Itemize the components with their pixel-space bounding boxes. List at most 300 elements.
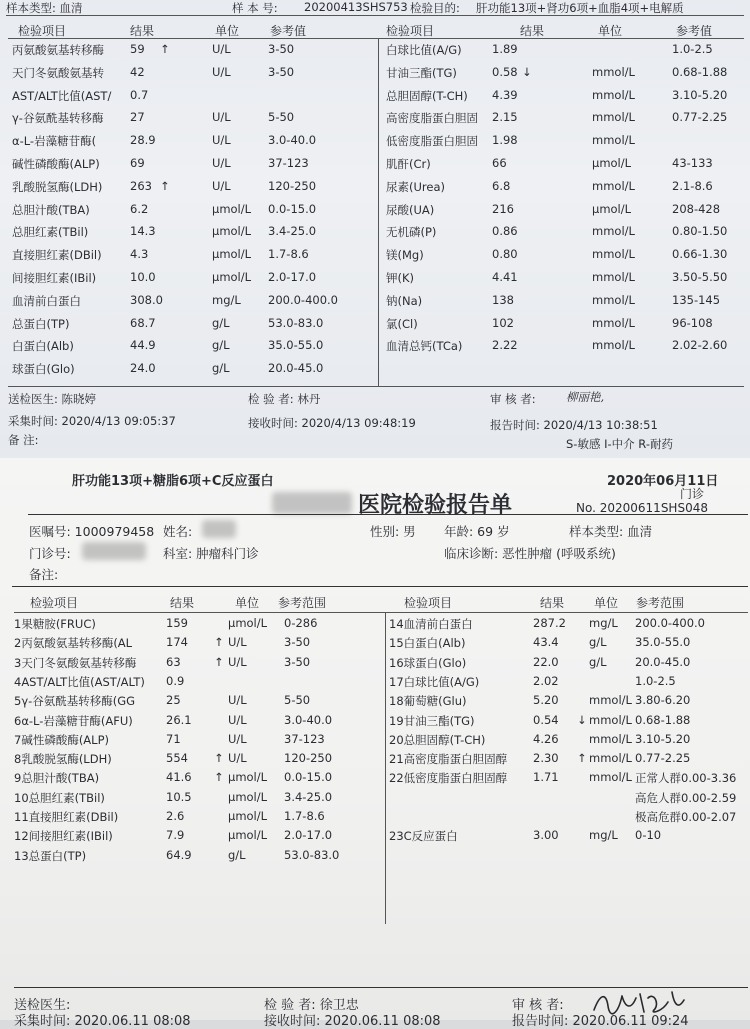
test-name: 无机磷(P): [386, 225, 437, 240]
col-item-left: 检验项目: [18, 24, 67, 38]
test-name: 1果糖胺(FRUC): [14, 617, 96, 631]
tester: 检 验 者: 徐卫忠: [264, 998, 359, 1013]
result-row: [12, 42, 378, 64]
clinical-diagnosis: 临床诊断: 恶性肿瘤 (呼吸系统): [444, 546, 616, 561]
test-unit: g/L: [212, 315, 230, 330]
column-divider: [378, 38, 379, 386]
result-row: [12, 361, 378, 383]
result-row: [386, 338, 746, 360]
result-row: [12, 247, 378, 269]
test-name: 钠(Na): [386, 293, 423, 308]
sender: 送检医生: 陈晓婷: [8, 392, 97, 406]
tester: 检 验 者: 林丹: [248, 392, 321, 406]
visit-type: 门诊: [680, 487, 705, 501]
reference-range: 20.0-45.0: [635, 654, 691, 669]
test-name: 白蛋白(Alb): [12, 339, 74, 354]
test-unit: mmol/L: [589, 751, 632, 766]
result-row: [389, 770, 747, 788]
col-item-right: 检验项目: [404, 596, 453, 610]
receive-time: 接收时间: 2020.06.11 08:08: [264, 1014, 441, 1029]
column-divider: [385, 612, 386, 924]
test-result: 71: [166, 731, 181, 746]
test-name: AST/ALT比值(AST/: [12, 88, 112, 103]
test-name: 尿素(Urea): [386, 179, 445, 194]
test-name: 22低密度脂蛋白胆固醇: [389, 771, 508, 786]
result-row: [14, 809, 384, 827]
report-time: 报告时间: 2020.06.11 09:24: [512, 1014, 689, 1029]
reference-range: 43-133: [672, 156, 713, 170]
col-result-left: 结果: [130, 24, 155, 38]
test-unit: g/L: [589, 654, 607, 669]
test-unit: mmol/L: [592, 247, 635, 262]
reference-range: 120-250: [268, 178, 317, 193]
test-name: 2丙氨酸氨基转移酶(AL: [14, 636, 133, 651]
test-unit: μmol/L: [592, 156, 632, 170]
reference-range: 53.0-83.0: [284, 847, 340, 862]
test-name: 12间接胆红素(IBil): [14, 829, 113, 844]
sample-no-label: 样 本 号:: [232, 1, 278, 15]
test-name: 19甘油三酯(TG): [389, 713, 475, 728]
result-row: [386, 179, 746, 201]
test-name: γ-谷氨酰基转移酶: [12, 111, 104, 126]
result-row: [12, 88, 378, 110]
test-unit: mmol/L: [592, 87, 635, 102]
abnormal-flag: ↑: [214, 770, 224, 785]
result-row: [389, 809, 747, 827]
test-unit: U/L: [212, 110, 231, 125]
result-row: [386, 65, 746, 87]
test-name: 乳酸脱氢酶(LDH): [12, 179, 103, 194]
reference-range: 0.68-1.88: [635, 712, 691, 727]
test-unit: μmol/L: [212, 270, 252, 284]
test-result: 308.0: [130, 292, 163, 307]
test-result: 138: [492, 292, 514, 307]
test-name: 丙氨酸氨基转移酶: [12, 43, 104, 57]
test-unit: U/L: [212, 156, 231, 170]
test-name: 总胆固醇(T-CH): [386, 88, 468, 103]
result-row: [389, 674, 747, 692]
result-row: [14, 713, 384, 731]
reference-range: 3-50: [268, 64, 295, 79]
test-result: 0.9: [166, 673, 185, 688]
test-unit: mmol/L: [592, 338, 635, 353]
test-name: 15白蛋白(Alb): [389, 636, 466, 651]
test-result: 0.86: [492, 224, 518, 239]
test-unit: U/L: [212, 178, 231, 193]
col-ref-left: 参考值: [270, 24, 307, 38]
reference-range: 3.10-5.20: [635, 731, 691, 746]
test-name: 9总胆汁酸(TBA): [14, 771, 100, 786]
result-row: [12, 202, 378, 224]
report-number: No. 20200611SHS048: [576, 501, 708, 515]
test-result: 174: [166, 635, 188, 650]
test-result: 159: [166, 616, 188, 630]
col-ref-right: 参考范围: [636, 596, 685, 610]
redacted-hospital-name: [272, 492, 352, 514]
notes: 备注:: [29, 567, 59, 582]
order-number: 医嘱号: 1000979458: [29, 524, 155, 539]
reference-range: 0.80-1.50: [672, 224, 728, 239]
result-row: [386, 247, 746, 269]
sender: 送检医生:: [14, 998, 71, 1013]
test-result: 1.89: [492, 42, 518, 56]
reference-range: 2.0-17.0: [268, 270, 317, 284]
test-result: 3.00: [533, 828, 559, 843]
test-name: 11直接胆红素(DBil): [14, 810, 119, 824]
patient-name-label: 姓名:: [163, 524, 193, 539]
reference-range: 96-108: [672, 315, 713, 330]
test-unit: U/L: [212, 64, 231, 79]
test-result: 1.71: [533, 770, 559, 785]
test-result: 0.58: [492, 64, 518, 79]
col-item-left: 检验项目: [30, 596, 79, 610]
result-row: [389, 790, 747, 808]
result-row: [389, 732, 747, 750]
collect-time: 采集时间: 2020/4/13 09:05:37: [8, 414, 176, 428]
col-result-right: 结果: [540, 596, 565, 610]
test-result: 2.02: [533, 673, 559, 688]
test-unit: mmol/L: [592, 270, 635, 284]
test-unit: mmol/L: [589, 712, 632, 727]
abnormal-flag: ↑: [214, 654, 224, 669]
test-result: 43.4: [533, 635, 559, 650]
result-row: [14, 828, 384, 846]
test-name: 16球蛋白(Glo): [389, 655, 467, 670]
col-unit-right: 单位: [598, 24, 623, 38]
reference-range: 37-123: [284, 731, 325, 746]
test-result: 554: [166, 751, 188, 766]
age: 年龄: 69 岁: [444, 524, 510, 539]
test-name: 13总蛋白(TP): [14, 848, 87, 863]
result-row: [386, 133, 746, 155]
test-name: 总胆红素(TBil): [12, 225, 89, 240]
reference-range: 0.77-2.25: [672, 110, 728, 125]
reference-range: 0.77-2.25: [635, 751, 691, 766]
test-result: 0.54: [533, 712, 559, 727]
test-result: 10.0: [130, 270, 156, 284]
reference-range: 正常人群0.00-3.36: [635, 771, 737, 786]
test-unit: μmol/L: [228, 616, 268, 630]
outpatient-number-label: 门诊号:: [29, 546, 71, 561]
test-unit: U/L: [228, 635, 247, 650]
test-unit: U/L: [228, 693, 247, 708]
test-unit: g/L: [212, 338, 230, 353]
result-row: [12, 133, 378, 155]
test-unit: μmol/L: [228, 828, 268, 843]
result-row: [12, 316, 378, 338]
test-result: 41.6: [166, 770, 192, 785]
reference-range: 2.02-2.60: [672, 338, 728, 353]
divider: [12, 586, 748, 587]
sample-no: 20200413SHS753: [304, 0, 408, 14]
result-row: [12, 270, 378, 292]
test-name: 钾(K): [386, 271, 415, 285]
result-row: [386, 156, 746, 178]
result-row: [389, 713, 747, 731]
test-unit: μmol/L: [228, 809, 268, 823]
test-unit: mg/L: [212, 292, 241, 307]
test-result: 4.41: [492, 270, 518, 284]
divider: [6, 15, 744, 16]
reference-range: 1.0-2.5: [635, 673, 676, 688]
test-name: 高密度脂蛋白胆固: [386, 111, 478, 126]
reference-range: 1.7-8.6: [284, 809, 325, 823]
result-row: [389, 635, 747, 653]
result-row: [389, 751, 747, 769]
result-row: [12, 65, 378, 87]
col-unit-left: 单位: [235, 596, 260, 610]
test-result: 69: [130, 156, 145, 170]
test-result: 1.98: [492, 133, 518, 148]
test-result: 2.22: [492, 338, 518, 353]
reference-range: 极高危群0.00-2.07: [635, 810, 737, 824]
test-result: 68.7: [130, 315, 156, 330]
test-unit: U/L: [228, 751, 247, 766]
test-unit: mmol/L: [592, 315, 635, 330]
col-result-left: 结果: [170, 596, 195, 610]
result-row: [12, 293, 378, 315]
test-name: 21高密度脂蛋白胆固醇: [389, 752, 508, 767]
test-name: 7碱性磷酸酶(ALP): [14, 732, 109, 747]
reference-range: 200.0-400.0: [268, 292, 338, 307]
test-unit: μmol/L: [592, 201, 632, 216]
test-name: 3天门冬氨酸氨基转移酶: [14, 655, 137, 670]
test-name: 总蛋白(TP): [12, 316, 70, 331]
reference-range: 3.80-6.20: [635, 693, 691, 708]
test-unit: mmol/L: [592, 292, 635, 307]
result-row: [386, 202, 746, 224]
test-unit: mmol/L: [592, 178, 635, 193]
redacted-outpatient-number: [82, 542, 146, 560]
test-name: 17白球比值(A/G): [389, 674, 480, 689]
reference-range: 0.68-1.88: [672, 64, 728, 79]
sample-type: 样本类型: 血清: [6, 1, 83, 15]
result-row: [386, 224, 746, 246]
test-result: 2.15: [492, 110, 518, 125]
test-result: 2.6: [166, 809, 185, 823]
test-name: 23C反应蛋白: [389, 829, 458, 844]
reference-range: 37-123: [268, 156, 309, 170]
abnormal-flag: ↑: [214, 751, 224, 766]
test-result: 28.9: [130, 133, 156, 148]
result-row: [12, 179, 378, 201]
test-result: 27: [130, 110, 145, 125]
purpose: 肝功能13项+肾功6项+血脂4项+电解质: [476, 1, 684, 15]
result-row: [389, 828, 747, 846]
test-result: 6.2: [130, 201, 149, 216]
test-unit: μmol/L: [228, 770, 268, 785]
test-unit: μmol/L: [212, 224, 252, 239]
reference-range: 5-50: [268, 110, 295, 125]
test-result: 0.80: [492, 247, 518, 262]
report-date: 2020年06月11日: [607, 474, 719, 489]
test-unit: g/L: [212, 361, 230, 376]
abnormal-flag: ↓: [577, 712, 587, 727]
test-result: 4.3: [130, 247, 149, 262]
col-unit-right: 单位: [594, 596, 619, 610]
reference-range: 2.1-8.6: [672, 178, 713, 193]
result-row: [389, 693, 747, 711]
col-result-right: 结果: [520, 24, 545, 38]
result-row: [14, 655, 384, 673]
test-name: 直接胆红素(DBil): [12, 248, 102, 263]
test-result: 42: [130, 64, 145, 79]
test-unit: mmol/L: [589, 731, 632, 746]
result-row: [14, 616, 384, 634]
reference-range: 0-10: [635, 828, 662, 843]
test-name: 18葡萄糖(Glu): [389, 694, 467, 709]
test-unit: μmol/L: [228, 789, 268, 804]
test-result: 216: [492, 201, 514, 216]
test-name: 间接胆红素(IBil): [12, 271, 97, 285]
result-row: [386, 270, 746, 292]
result-row: [14, 770, 384, 788]
lab-report-sheet-2: [0, 458, 750, 1029]
gender: 性别: 男: [370, 524, 416, 539]
result-row: [386, 42, 746, 64]
test-unit: U/L: [212, 133, 231, 148]
reference-range: 0.66-1.30: [672, 247, 728, 262]
lab-report-sheet-1: [0, 0, 750, 458]
reference-range: 53.0-83.0: [268, 315, 324, 330]
test-unit: μmol/L: [212, 247, 252, 262]
reference-range: 1.7-8.6: [268, 247, 309, 262]
test-name: 肌酐(Cr): [386, 157, 431, 171]
col-ref-right: 参考值: [676, 24, 713, 38]
reference-range: 3.4-25.0: [268, 224, 317, 239]
abnormal-flag: ↑: [214, 635, 224, 650]
reference-range: 3-50: [284, 654, 311, 669]
reference-range: 20.0-45.0: [268, 361, 324, 376]
reference-range: 高危人群0.00-2.59: [635, 790, 737, 805]
test-unit: mmol/L: [592, 133, 635, 148]
receive-time: 接收时间: 2020/4/13 09:48:19: [248, 416, 416, 430]
test-result: 263: [130, 178, 152, 193]
result-row: [14, 732, 384, 750]
result-row: [12, 156, 378, 178]
test-result: 14.3: [130, 224, 156, 239]
reference-range: 35.0-55.0: [635, 635, 691, 650]
test-unit: mg/L: [589, 828, 618, 843]
collect-time: 采集时间: 2020.06.11 08:08: [14, 1014, 191, 1029]
test-unit: mmol/L: [589, 693, 632, 708]
test-name: 4AST/ALT比值(AST/ALT): [14, 674, 145, 689]
result-row: [14, 848, 384, 866]
report-time: 报告时间: 2020/4/13 10:38:51: [490, 418, 658, 432]
abnormal-flag: ↓: [522, 64, 532, 79]
abnormal-flag: ↑: [160, 178, 170, 193]
test-name: 甘油三酯(TG): [386, 65, 457, 80]
test-unit: g/L: [228, 847, 246, 862]
reference-range: 3-50: [268, 42, 295, 56]
reference-range: 208-428: [672, 201, 721, 216]
reference-range: 120-250: [284, 751, 333, 766]
test-name: 碱性磷酸酶(ALP): [12, 157, 100, 171]
test-result: 26.1: [166, 712, 192, 727]
result-row: [14, 790, 384, 808]
result-row: [14, 635, 384, 653]
test-result: 0.7: [130, 87, 149, 102]
abnormal-flag: ↑: [160, 42, 170, 56]
test-result: 66: [492, 156, 507, 170]
test-unit: mmol/L: [592, 110, 635, 125]
test-name: 10总胆红素(TBil): [14, 790, 105, 805]
reference-range: 3.4-25.0: [284, 789, 333, 804]
reference-range: 1.0-2.5: [672, 42, 713, 56]
test-title: 肝功能13项+糖脂6项+C反应蛋白: [72, 474, 274, 489]
result-row: [386, 88, 746, 110]
test-unit: U/L: [212, 42, 231, 56]
result-row: [14, 674, 384, 692]
test-result: 25: [166, 693, 181, 708]
test-result: 287.2: [533, 616, 566, 630]
test-result: 4.26: [533, 731, 559, 746]
reviewer-signature: 柳丽艳,: [566, 390, 605, 404]
reference-range: 0-286: [284, 616, 318, 630]
test-name: 5γ-谷氨酰基转移酶(GG: [14, 694, 136, 709]
test-result: 24.0: [130, 361, 156, 376]
test-result: 59: [130, 42, 145, 56]
col-item-right: 检验项目: [386, 24, 435, 38]
reference-range: 5-50: [284, 693, 311, 708]
reviewer-label: 审 核 者:: [490, 392, 536, 406]
test-name: 镁(Mg): [386, 248, 424, 263]
test-name: 20总胆固醇(T-CH): [389, 732, 486, 747]
sample-type: 样本类型: 血清: [569, 524, 653, 539]
col-ref-left: 参考范围: [278, 596, 327, 610]
test-name: 低密度脂蛋白胆固: [386, 134, 478, 149]
test-result: 6.8: [492, 178, 511, 193]
report-title: 医院检验报告单: [358, 492, 513, 518]
test-result: 7.9: [166, 828, 185, 843]
reference-range: 35.0-55.0: [268, 338, 324, 353]
divider: [8, 386, 744, 387]
reference-range: 3.0-40.0: [284, 712, 333, 727]
reference-range: 200.0-400.0: [635, 616, 705, 630]
result-row: [14, 751, 384, 769]
test-name: 白球比值(A/G): [386, 43, 462, 57]
test-name: 天门冬氨酸氨基转: [12, 65, 104, 80]
test-result: 22.0: [533, 654, 559, 669]
divider: [8, 38, 744, 39]
redacted-patient-name: [202, 520, 236, 538]
reviewer-label: 审 核 者:: [512, 998, 564, 1013]
divider: [28, 514, 748, 515]
test-unit: mmol/L: [592, 64, 635, 79]
reference-range: 3-50: [284, 635, 311, 650]
abnormal-flag: ↑: [577, 751, 587, 766]
test-name: 8乳酸脱氢酶(LDH): [14, 752, 112, 767]
purpose-label: 检验目的:: [410, 1, 460, 15]
col-unit-left: 单位: [215, 24, 240, 38]
test-unit: g/L: [589, 635, 607, 650]
result-row: [389, 616, 747, 634]
reference-range: 0.0-15.0: [268, 201, 317, 216]
test-result: 2.30: [533, 751, 559, 766]
result-row: [386, 110, 746, 132]
susceptibility-legend: S-敏感 I-中介 R-耐药: [566, 437, 673, 451]
test-unit: mmol/L: [592, 224, 635, 239]
test-unit: U/L: [228, 654, 247, 669]
test-result: 102: [492, 315, 514, 330]
reference-range: 3.0-40.0: [268, 133, 317, 148]
test-name: 总胆汁酸(TBA): [12, 202, 90, 217]
test-name: 血清前白蛋白: [12, 293, 81, 308]
test-name: 血清总钙(TCa): [386, 339, 463, 354]
result-row: [12, 338, 378, 360]
test-name: 14血清前白蛋白: [389, 617, 473, 631]
department: 科室: 肿瘤科门诊: [163, 546, 259, 561]
